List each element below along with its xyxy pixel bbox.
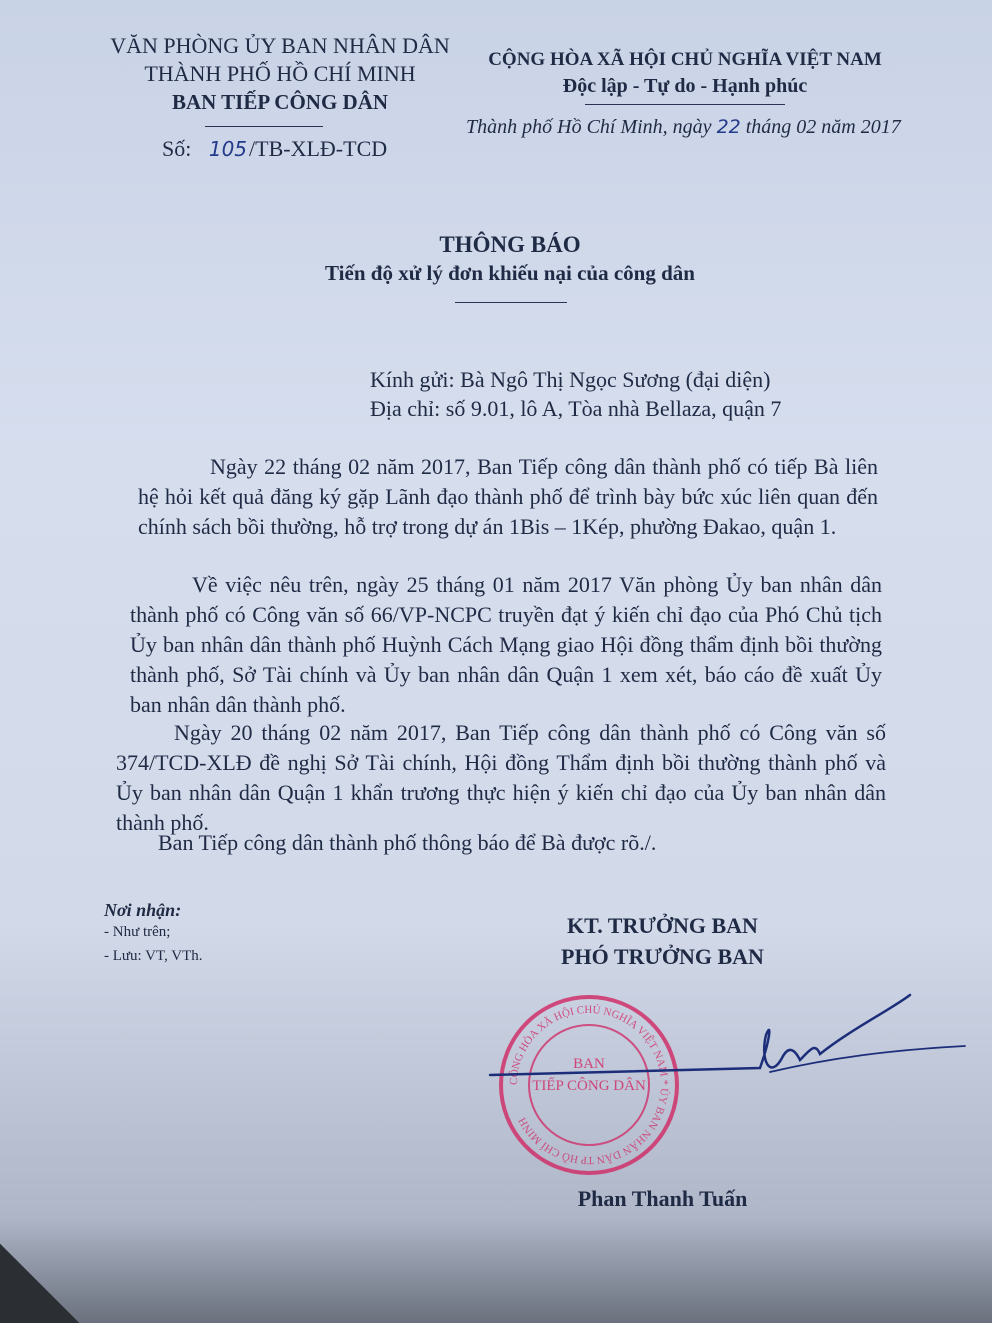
document-number (162, 136, 387, 162)
agency-name-line2: THÀNH PHỐ HỒ CHÍ MINH (144, 61, 416, 86)
country-name: CỘNG HÒA XÃ HỘI CHỦ NGHĨA VIỆT NAM (488, 49, 882, 70)
agency-name-line3: BAN TIẾP CÔNG DÂN (171, 90, 389, 114)
document-date (466, 116, 901, 139)
signature-title-line1: KT. TRƯỞNG BAN (567, 913, 758, 938)
signer-name: Phan Thanh Tuấn (577, 1186, 748, 1211)
date-prefix: Thành phố Hồ Chí Minh, ngày (466, 116, 712, 138)
stamp-ring-text: CỘNG HÒA XÃ HỘI CHỦ NGHĨA VIỆT NAM * ỦY BAN NHÂN DÂN TP HỒ CHÍ MINH (507, 1003, 671, 1167)
receivers-heading: Nơi nhận: (104, 900, 182, 920)
number-handwritten: 105 (208, 137, 248, 161)
signature-title-line2: PHÓ TRƯỞNG BAN (561, 944, 764, 969)
document-title: THÔNG BÁO (439, 232, 581, 257)
body-paragraph-2: Về việc nêu trên, ngày 25 tháng 01 năm 2017 Văn phòng Ủy ban nhân dân thành phố có Công văn số 66/VP-NCPC truyền đạt ý kiến chỉ đạo của Phó Chủ tịch Ủy ban nhân dân thành phố Huỳnh Cách Mạng giao Hội đồng thẩm định bồi thường thành phố, Sở Tài chính và Ủy ban nhân dân Quận 1 xem xét, báo cáo đề xuất Ủy ban nhân dân thành phố. (130, 572, 882, 717)
body-paragraph-4: Ban Tiếp công dân thành phố thông báo để Bà được rõ./. (158, 830, 657, 855)
title-underline (455, 302, 567, 303)
number-suffix: /TB-XLĐ-TCD (249, 136, 388, 161)
stamp-center-bottom: TIẾP CÔNG DÂN (532, 1078, 646, 1094)
handwritten-signature (470, 980, 970, 1120)
agency-underline (205, 126, 323, 127)
national-motto: Độc lập - Tự do - Hạnh phúc (562, 75, 808, 97)
number-prefix: Số: (162, 136, 192, 161)
date-day-handwritten: 22 (716, 116, 741, 138)
body-paragraph-1: Ngày 22 tháng 02 năm 2017, Ban Tiếp công dân thành phố có tiếp Bà liên hệ hỏi kết quả đăng ký gặp Lãnh đạo thành phố để trình bày bức xúc liên quan đến chính sách bồi thường, hỗ trợ trong dự án 1Bis – 1Kép, phường Đakao, quận 1. (138, 454, 878, 539)
body-paragraph-3: Ngày 20 tháng 02 năm 2017, Ban Tiếp công dân thành phố có Công văn số 374/TCD-XLĐ đề nghị Sở Tài chính, Hội đồng Thẩm định bồi thường thành phố và Ủy ban nhân dân Quận 1 khẩn trương thực hiện ý kiến chỉ đạo của Ủy ban nhân dân thành phố. (116, 720, 886, 835)
stamp-center-top: BAN (573, 1056, 605, 1072)
date-suffix: tháng 02 năm 2017 (745, 116, 901, 138)
document-subtitle: Tiến độ xử lý đơn khiếu nại của công dân (325, 261, 695, 285)
agency-name-line1: VĂN PHÒNG ỦY BAN NHÂN DÂN (110, 33, 450, 58)
motto-underline (585, 104, 785, 105)
receivers-item: - Như trên; (104, 924, 171, 940)
receivers-item: - Lưu: VT, VTh. (104, 948, 203, 964)
recipient-address: Địa chỉ: số 9.01, lô A, Tòa nhà Bellaza, quận 7 (370, 396, 782, 421)
recipient-line: Kính gửi: Bà Ngô Thị Ngọc Sương (đại diện) (370, 367, 771, 392)
